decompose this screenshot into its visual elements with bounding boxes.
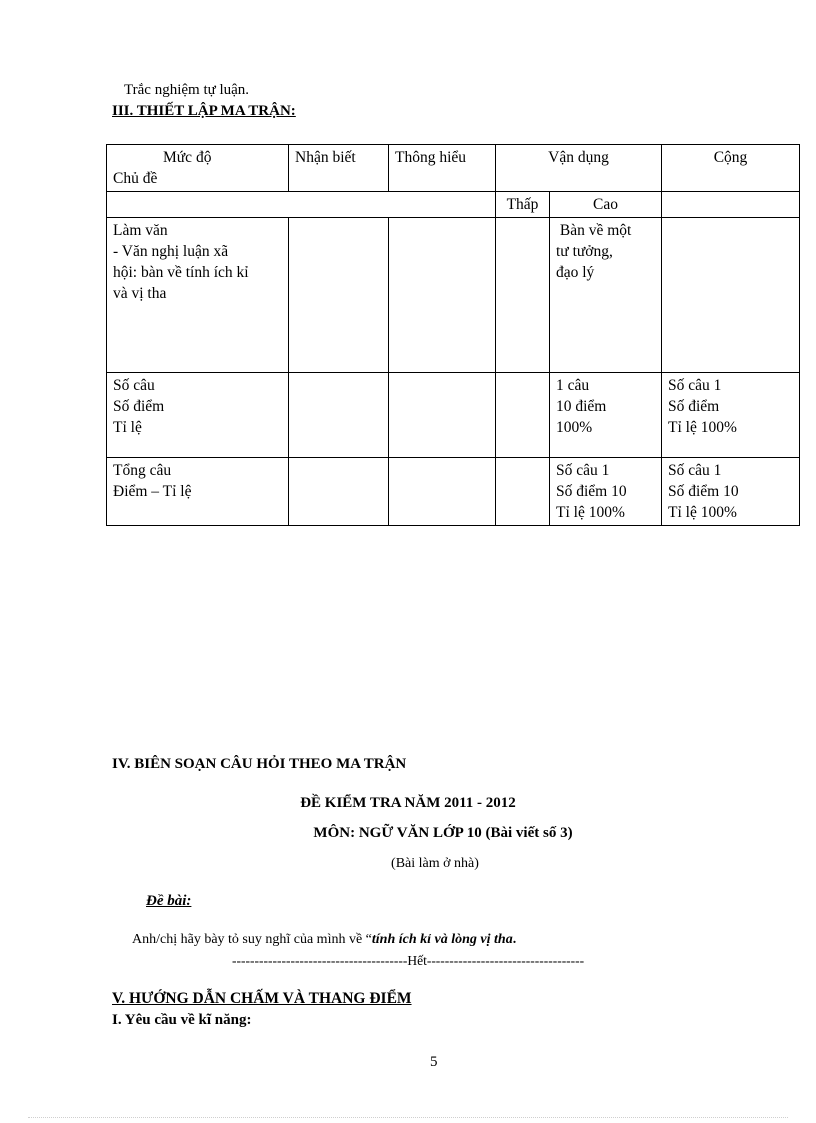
count-high-2: 10 điểm <box>556 398 607 415</box>
topic-cell <box>107 218 289 373</box>
section-3-title: III. THIẾT LẬP MA TRẬN: <box>112 103 296 119</box>
topic-high-cell <box>550 218 662 373</box>
count-high-3: 100% <box>556 419 593 436</box>
header-level-topic-cell <box>107 145 289 192</box>
subheader-high: Cao <box>550 192 662 218</box>
section-5-title <box>112 990 412 1008</box>
count-high-cell <box>550 373 662 458</box>
grand-total-total-1: Số câu 1 <box>668 462 722 479</box>
prompt-text: Anh/chị hãy bày tỏ suy nghĩ của mình về “ <box>132 932 372 947</box>
grand-total-high-cell <box>550 458 662 526</box>
topic-line-3: hội: bàn về tính ích kỉ <box>113 264 249 281</box>
count-high-1: 1 câu <box>556 377 590 394</box>
topic-high-line-1: Bàn về một <box>556 222 632 239</box>
grand-total-low-cell <box>496 458 550 526</box>
grand-total-recognize-cell <box>289 458 389 526</box>
subheader-row <box>107 192 800 218</box>
count-label-1: Số câu <box>113 377 155 394</box>
topic-understand-cell <box>389 218 496 373</box>
section-5-subtitle: I. Yêu cầu về kĩ năng: <box>112 1012 252 1028</box>
count-understand-cell <box>389 373 496 458</box>
count-label-3: Tỉ lệ <box>113 419 142 436</box>
intro-text: Trắc nghiệm tự luận. <box>124 82 250 98</box>
subheader-empty-cell <box>107 192 496 218</box>
header-row <box>107 145 800 192</box>
section-4-title: IV. BIÊN SOẠN CÂU HỎI THEO MA TRẬN <box>112 756 407 772</box>
page-number: 5 <box>430 1054 438 1070</box>
page-bottom-divider <box>28 1117 788 1118</box>
exam-subject: MÔN: NGỮ VĂN LỚP 10 (Bài viết số 3) <box>313 825 573 841</box>
section-5-title-text: V. HƯỚNG DẪN CHẤM VÀ THANG ĐIỂM <box>112 990 412 1007</box>
end-marker: ---------------------------------------Hết----------------------------------- <box>232 953 585 968</box>
grand-total-total-2: Số điểm 10 <box>668 483 739 500</box>
grand-total-row <box>107 458 800 526</box>
topic-high-line-2: tư tưởng, <box>556 243 613 260</box>
count-total-2: Số điểm <box>668 398 720 415</box>
grand-total-high-1: Số câu 1 <box>556 462 610 479</box>
count-label-2: Số điểm <box>113 398 165 415</box>
header-apply: Vận dụng <box>496 145 662 192</box>
header-understand: Thông hiểu <box>389 145 496 192</box>
homework-note: (Bài làm ở nhà) <box>391 856 479 871</box>
count-total-cell <box>662 373 800 458</box>
topic-line-4: và vị tha <box>113 285 167 302</box>
matrix-table <box>106 144 800 526</box>
topic-row <box>107 218 800 373</box>
prompt-label: Đề bài: <box>146 893 192 909</box>
grand-total-label-2: Điểm – Tỉ lệ <box>113 483 192 500</box>
count-total-1: Số câu 1 <box>668 377 722 394</box>
subheader-total-empty <box>662 192 800 218</box>
count-label-cell <box>107 373 289 458</box>
exam-title: ĐỀ KIỂM TRA NĂM 2011 - 2012 <box>300 795 516 811</box>
topic-high-line-3: đạo lý <box>556 264 595 281</box>
prompt-paragraph <box>132 932 516 948</box>
prompt-emphasis: tính ích kỉ và lòng vị tha <box>371 932 513 947</box>
grand-total-label-1: Tổng câu <box>113 462 172 479</box>
topic-line-2: - Văn nghị luận xã <box>113 243 229 260</box>
count-row <box>107 373 800 458</box>
topic-low-cell <box>496 218 550 373</box>
count-total-3: Tỉ lệ 100% <box>668 419 737 436</box>
count-recognize-cell <box>289 373 389 458</box>
header-total: Cộng <box>662 145 800 192</box>
topic-total-cell <box>662 218 800 373</box>
grand-total-high-3: Tỉ lệ 100% <box>556 504 625 521</box>
header-recognize: Nhận biết <box>289 145 389 192</box>
prompt-end: . <box>512 932 517 947</box>
subheader-low: Thấp <box>496 192 550 218</box>
grand-total-total-cell <box>662 458 800 526</box>
topic-line-1: Làm văn <box>113 222 168 239</box>
grand-total-label-cell <box>107 458 289 526</box>
topic-recognize-cell <box>289 218 389 373</box>
count-low-cell <box>496 373 550 458</box>
grand-total-total-3: Tỉ lệ 100% <box>668 504 737 521</box>
grand-total-understand-cell <box>389 458 496 526</box>
header-topic-label: Chủ đề <box>113 170 158 187</box>
header-level-label: Mức độ <box>163 149 212 166</box>
grand-total-high-2: Số điểm 10 <box>556 483 627 500</box>
